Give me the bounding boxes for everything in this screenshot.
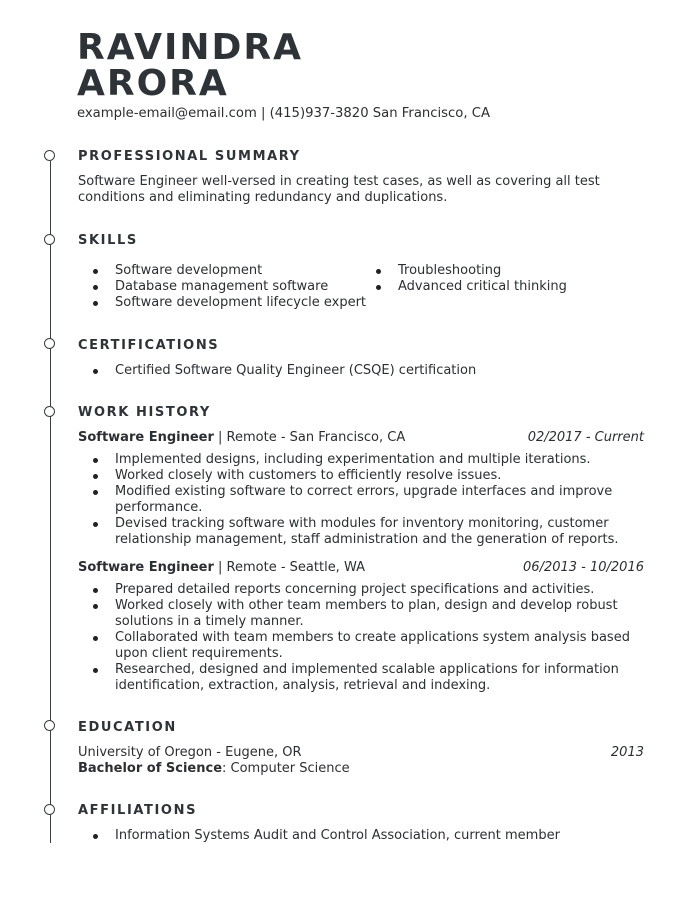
- job-title: Software Engineer: [78, 560, 214, 575]
- timeline-line: [50, 161, 51, 843]
- certification-item: Certified Software Quality Engineer (CSQE) certification: [91, 363, 476, 379]
- job-bullet: Devised tracking software with modules for inventory monitoring, customer relationship management, staff administration and the generation of reports.: [91, 516, 619, 548]
- timeline-circle-icon: [44, 150, 55, 161]
- degree: Bachelor of Science: [78, 761, 223, 776]
- graduation-year: 2013: [610, 745, 644, 760]
- skill-item: Software development: [91, 263, 366, 279]
- job-bullet: Worked closely with customers to efficiently resolve issues.: [91, 468, 619, 484]
- section-title-certifications: CERTIFICATIONS: [78, 338, 220, 353]
- skill-item: Database management software: [91, 279, 366, 295]
- job-bullet: Implemented designs, including experimentation and multiple iterations.: [91, 452, 619, 468]
- affiliations-list: [91, 828, 560, 844]
- field-of-study: : Computer Science: [222, 761, 350, 776]
- first-name: RAVINDRA: [77, 27, 303, 68]
- job-dates: 06/2013 - 10/2016: [523, 560, 644, 575]
- section-title-affiliations: AFFILIATIONS: [78, 803, 198, 818]
- skill-item: Advanced critical thinking: [374, 279, 567, 295]
- job-bullet: Collaborated with team members to create applications system analysis based upon client requirements.: [91, 630, 630, 662]
- job-header: [78, 430, 644, 446]
- school-name: University of Oregon - Eugene, OR: [78, 745, 302, 760]
- timeline-circle-icon: [44, 720, 55, 731]
- job-bullet: Modified existing software to correct errors, upgrade interfaces and improve performance.: [91, 484, 619, 516]
- education-degree-row: [78, 761, 350, 777]
- last-name: ARORA: [77, 63, 229, 104]
- section-title-work-history: WORK HISTORY: [78, 405, 211, 420]
- candidate-name: [77, 27, 303, 104]
- job-title: Software Engineer: [78, 430, 214, 445]
- contact-info: example-email@email.com | (415)937-3820 San Francisco, CA: [77, 106, 490, 121]
- timeline-circle-icon: [44, 406, 55, 417]
- job-bullet: Worked closely with other team members to plan, design and develop robust solutions in a timely manner.: [91, 598, 630, 630]
- skills-list-col2: [374, 263, 567, 295]
- job-dates: 02/2017 - Current: [527, 430, 644, 445]
- education-school-row: [78, 745, 644, 761]
- job-location: | Remote - Seattle, WA: [213, 560, 365, 575]
- job-bullets: [91, 452, 619, 548]
- section-title-education: EDUCATION: [78, 720, 177, 735]
- skill-item: Troubleshooting: [374, 263, 567, 279]
- timeline-circle-icon: [44, 338, 55, 349]
- timeline-circle-icon: [44, 804, 55, 815]
- summary-text: Software Engineer well-versed in creating test cases, as well as covering all test conditions and eliminating redundancy and duplications.: [78, 174, 600, 205]
- section-title-summary: PROFESSIONAL SUMMARY: [78, 149, 301, 164]
- job-bullet: Prepared detailed reports concerning project specifications and activities.: [91, 582, 630, 598]
- job-location: | Remote - San Francisco, CA: [213, 430, 406, 445]
- job-header: [78, 560, 644, 576]
- certifications-list: [91, 363, 476, 379]
- timeline-circle-icon: [44, 234, 55, 245]
- skill-item: Software development lifecycle expert: [91, 295, 366, 311]
- job-bullets: [91, 582, 630, 694]
- section-title-skills: SKILLS: [78, 233, 138, 248]
- job-bullet: Researched, designed and implemented scalable applications for information identification, extraction, analysis, retrieval and indexing.: [91, 662, 630, 694]
- skills-list-col1: [91, 263, 366, 311]
- affiliation-item: Information Systems Audit and Control Association, current member: [91, 828, 560, 844]
